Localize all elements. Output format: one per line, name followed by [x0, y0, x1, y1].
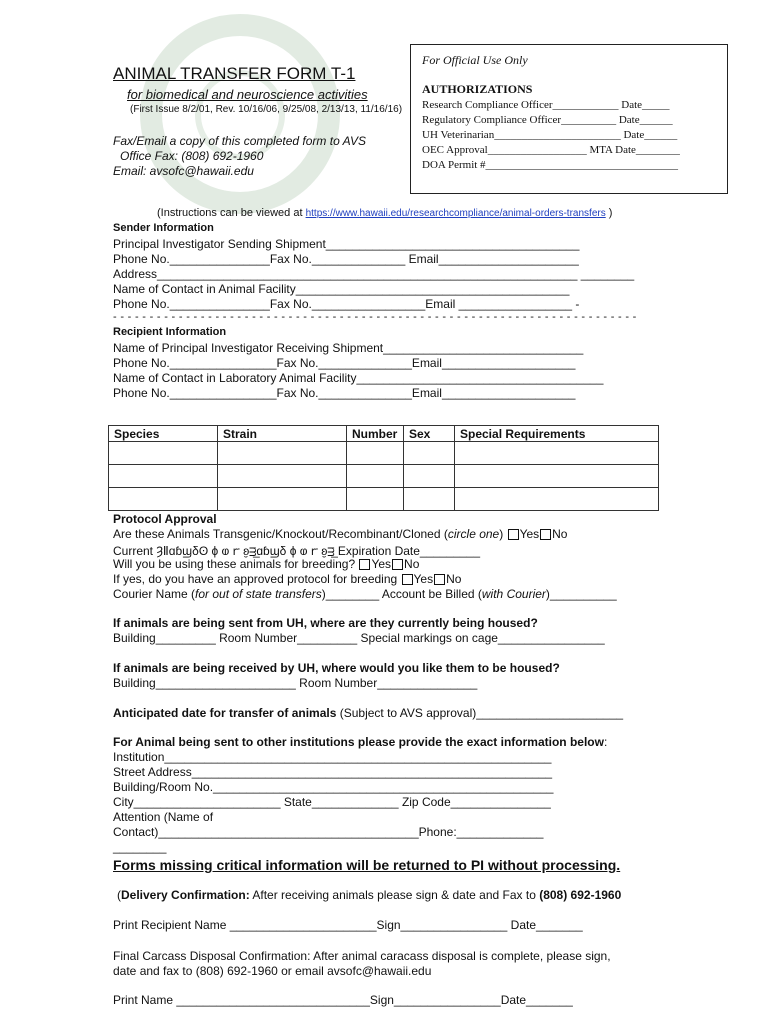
table-row: [109, 488, 659, 511]
transfer-date-line[interactable]: [113, 706, 623, 720]
street-address-field[interactable]: Street Address______________________________________________________: [113, 765, 553, 779]
auth-line-vet: UH Veterinarian_______________________ Date______: [422, 129, 678, 141]
instructions-link[interactable]: https://www.hawaii.edu/researchcompliance/animal-orders-transfers: [305, 208, 606, 219]
col-number: Number: [347, 426, 404, 442]
office-fax: Office Fax: (808) 692-1960: [120, 149, 264, 163]
cell-number[interactable]: [347, 465, 404, 488]
cell-sex[interactable]: [404, 465, 455, 488]
city-state-zip-field[interactable]: City______________________ State_____________ Zip Code_______________: [113, 795, 551, 809]
contact-phone-field[interactable]: Contact)_______________________________________Phone:_____________: [113, 825, 544, 839]
cell-number[interactable]: [347, 442, 404, 465]
table-row: [109, 442, 659, 465]
col-strain: Strain: [218, 426, 347, 442]
recipient-signature-line[interactable]: Print Recipient Name ______________________Sign________________ Date_______: [113, 918, 583, 932]
form-title: ANIMAL TRANSFER FORM T-1: [113, 64, 356, 83]
sender-phone-fax-email[interactable]: Phone No._______________Fax No.______________ Email_____________________: [113, 252, 579, 266]
institution-field[interactable]: Institution__________________________________________________________: [113, 750, 552, 764]
transgenic-question: [113, 527, 567, 541]
carcass-signature-line[interactable]: Print Name _____________________________Sign________________Date_______: [113, 993, 573, 1007]
no-label: No: [552, 527, 568, 541]
cell-sex[interactable]: [404, 488, 455, 511]
col-species: Species: [109, 426, 218, 442]
recipient-contact[interactable]: Name of Contact in Laboratory Animal Facility_____________________________________: [113, 371, 604, 385]
q1-italic: circle one: [447, 527, 500, 541]
other-institution-heading: [113, 735, 607, 749]
sender-contact[interactable]: Name of Contact in Animal Facility_________________________________________: [113, 282, 570, 296]
delivery-open: (: [117, 888, 121, 902]
delivery-fax: (808) 692-1960: [539, 888, 622, 902]
auth-line-doa: DOA Permit #___________________________________: [422, 159, 679, 171]
sent-housing-line[interactable]: Building_________ Room Number_________ Special markings on cage________________: [113, 631, 605, 645]
cell-species[interactable]: [109, 488, 218, 511]
species-table-header: [109, 426, 659, 442]
official-use-heading: For Official Use Only: [422, 53, 528, 67]
protocol-heading: Protocol Approval: [113, 512, 217, 526]
cell-number[interactable]: [347, 488, 404, 511]
sender-heading: Sender Information: [113, 222, 214, 234]
yes-label: Yes: [413, 572, 434, 586]
q1-post: ): [499, 527, 507, 541]
other-inst-heading-text: For Animal being sent to other institutions please provide the exact information below: [113, 735, 604, 749]
cell-strain[interactable]: [218, 488, 347, 511]
breeding-question: [113, 557, 419, 571]
q1-pre: Are these Animals Transgenic/Knockout/Recombinant/Cloned (: [113, 527, 448, 541]
carcass-instruction-2: date and fax to (808) 692-1960 or email avsofc@hawaii.edu: [113, 964, 432, 978]
carcass-instruction-1: Final Carcass Disposal Confirmation: After animal caracass disposal is complete, please sign,: [113, 949, 611, 963]
checkbox-yes[interactable]: [508, 529, 519, 540]
cell-special[interactable]: [455, 442, 659, 465]
yes-label: Yes: [371, 557, 392, 571]
no-label: No: [404, 557, 420, 571]
missing-info-notice: Forms missing critical information will be returned to PI without processing.: [113, 857, 621, 873]
instructions-line: [157, 207, 612, 219]
courier-italic: for out of state transfers: [195, 587, 322, 601]
sender-contact-phone[interactable]: Phone No._______________Fax No._________________Email _________________ -: [113, 297, 580, 311]
col-sex: Sex: [404, 426, 455, 442]
auth-line-research: Research Compliance Officer____________ Date_____: [422, 99, 670, 111]
auth-line-regulatory: Regulatory Compliance Officer__________ Date______: [422, 114, 673, 126]
q2-text: Will you be using these animals for breeding?: [113, 557, 359, 571]
cell-species[interactable]: [109, 465, 218, 488]
instructions-suffix: ): [605, 207, 613, 219]
cell-species[interactable]: [109, 442, 218, 465]
no-label: No: [446, 572, 462, 586]
recv-housing-line[interactable]: Building_____________________ Room Number_______________: [113, 676, 478, 690]
courier-line[interactable]: [113, 587, 617, 601]
section-divider: - - - - - - - - - - - - - - - - - - - - - - - - - - - - - - - - - - - - - - - - - - - - - - - - - - - - - - - - - - - - - - - - - - - - - - - -: [113, 311, 637, 323]
recipient-heading: Recipient Information: [113, 326, 227, 338]
transfer-date-label: Anticipated date for transfer of animals: [113, 706, 337, 720]
cell-strain[interactable]: [218, 442, 347, 465]
courier-italic2: with Courier: [481, 587, 546, 601]
recipient-phone-fax-email[interactable]: Phone No.________________Fax No.______________Email____________________: [113, 356, 576, 370]
checkbox-yes[interactable]: [359, 559, 370, 570]
sender-address[interactable]: Address_______________________________________________________________ ________: [113, 267, 635, 281]
courier-mid: )________ Account be Billed (: [321, 587, 482, 601]
sent-housing-question: If animals are being sent from UH, where are they currently being housed?: [113, 616, 538, 630]
building-room-field[interactable]: Building/Room No.___________________________________________________: [113, 780, 554, 794]
contact-overflow-line[interactable]: ________: [113, 840, 167, 854]
form-subtitle: for biomedical and neuroscience activities: [127, 87, 368, 102]
delivery-confirmation: [117, 888, 621, 902]
cell-special[interactable]: [455, 465, 659, 488]
current-protocol-line[interactable]: Current ȜⅡɑɓϣδʘ ϕ ⱷ ꭈ ʚ̮ᴟ̲ɑɓϣδ ϕ ⱷ ꭈ ʚ̮ᴟ̲ Expiration Date_________: [113, 544, 480, 558]
cell-sex[interactable]: [404, 442, 455, 465]
cell-special[interactable]: [455, 488, 659, 511]
auth-line-oec: OEC Approval__________________ MTA Date________: [422, 144, 680, 156]
col-special-requirements: Special Requirements: [455, 426, 659, 442]
recipient-contact-phone[interactable]: Phone No.________________Fax No.______________Email____________________: [113, 386, 576, 400]
courier-post: )__________: [545, 587, 617, 601]
sender-pi-field[interactable]: Principal Investigator Sending Shipment______________________________________: [113, 237, 580, 251]
instructions-prefix: (Instructions can be viewed at: [157, 207, 306, 219]
cell-strain[interactable]: [218, 465, 347, 488]
checkbox-no[interactable]: [540, 529, 551, 540]
recv-housing-question: If animals are being received by UH, where would you like them to be housed?: [113, 661, 560, 675]
attention-label: Attention (Name of: [113, 810, 214, 824]
delivery-text: After receiving animals please sign & date and Fax to: [249, 888, 540, 902]
checkbox-no[interactable]: [392, 559, 403, 570]
table-row: [109, 465, 659, 488]
q3-text: If yes, do you have an approved protocol for breeding: [113, 572, 401, 586]
other-inst-colon: :: [603, 735, 608, 749]
authorizations-heading: AUTHORIZATIONS: [422, 82, 533, 96]
office-email: Email: avsofc@hawaii.edu: [113, 164, 254, 178]
transfer-date-rest: (Subject to AVS approval)______________________: [336, 706, 624, 720]
recipient-pi-field[interactable]: Name of Principal Investigator Receiving Shipment______________________________: [113, 341, 584, 355]
breeding-protocol-question: [113, 572, 461, 586]
yes-label: Yes: [519, 527, 540, 541]
official-use-box: [410, 44, 728, 194]
checkbox-yes[interactable]: [402, 574, 413, 585]
species-table: [108, 425, 659, 511]
fax-instruction: Fax/Email a copy of this completed form to AVS: [113, 134, 366, 148]
delivery-label: Delivery Confirmation:: [121, 888, 250, 902]
courier-pre: Courier Name (: [113, 587, 196, 601]
checkbox-no[interactable]: [434, 574, 445, 585]
revision-history: (First Issue 8/2/01, Rev. 10/16/06, 9/25/08, 2/13/13, 11/16/16): [130, 104, 403, 115]
